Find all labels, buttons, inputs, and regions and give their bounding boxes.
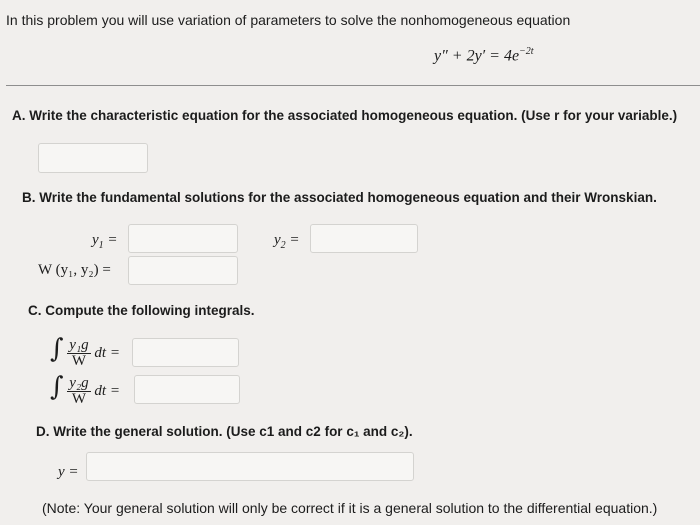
y2-input[interactable] — [310, 224, 418, 253]
integral-sign: ∫ — [50, 334, 64, 364]
y2-label: $y_2$ = — [274, 232, 300, 251]
y1-label: $y_1$ = — [92, 232, 118, 251]
integral-1-input[interactable] — [132, 338, 239, 367]
differential-equation: $y'' + 2y' = 4e^{-2t}$ — [434, 46, 534, 65]
wronskian-input[interactable] — [128, 256, 238, 285]
integral-sign: ∫ — [50, 372, 64, 402]
problem-intro: In this problem you will use variation of parameters to solve the nonhomogeneous equation — [6, 12, 571, 28]
part-c-prompt: C. Compute the following integrals. — [28, 303, 255, 318]
characteristic-equation-input[interactable] — [38, 143, 148, 173]
y1-input[interactable] — [128, 224, 238, 253]
section-divider — [6, 85, 700, 86]
part-a-prompt: A. Write the characteristic equation for the associated homogeneous equation. (Use r for your variable.) — [12, 108, 678, 123]
integral-1-expression: ∫ $\frac{\text{y₁g}}{W}$ dt = — [50, 334, 120, 370]
part-b-prompt: B. Write the fundamental solutions for the associated homogeneous equation and their Wronskian. — [22, 190, 657, 205]
general-solution-label: y = — [58, 464, 79, 480]
general-solution-input[interactable] — [86, 452, 414, 481]
note-text: (Note: Your general solution will only be correct if it is a general solution to the differential equation.) — [42, 500, 658, 516]
integral-2-expression: ∫ $\frac{\text{y₂g}}{W}$ dt = — [50, 372, 120, 408]
integral-2-input[interactable] — [134, 375, 240, 404]
part-d-prompt: D. Write the general solution. (Use c1 and c2 for c₁ and c₂). — [36, 424, 413, 439]
wronskian-label: W (y₁, y₂) = — [38, 262, 111, 278]
